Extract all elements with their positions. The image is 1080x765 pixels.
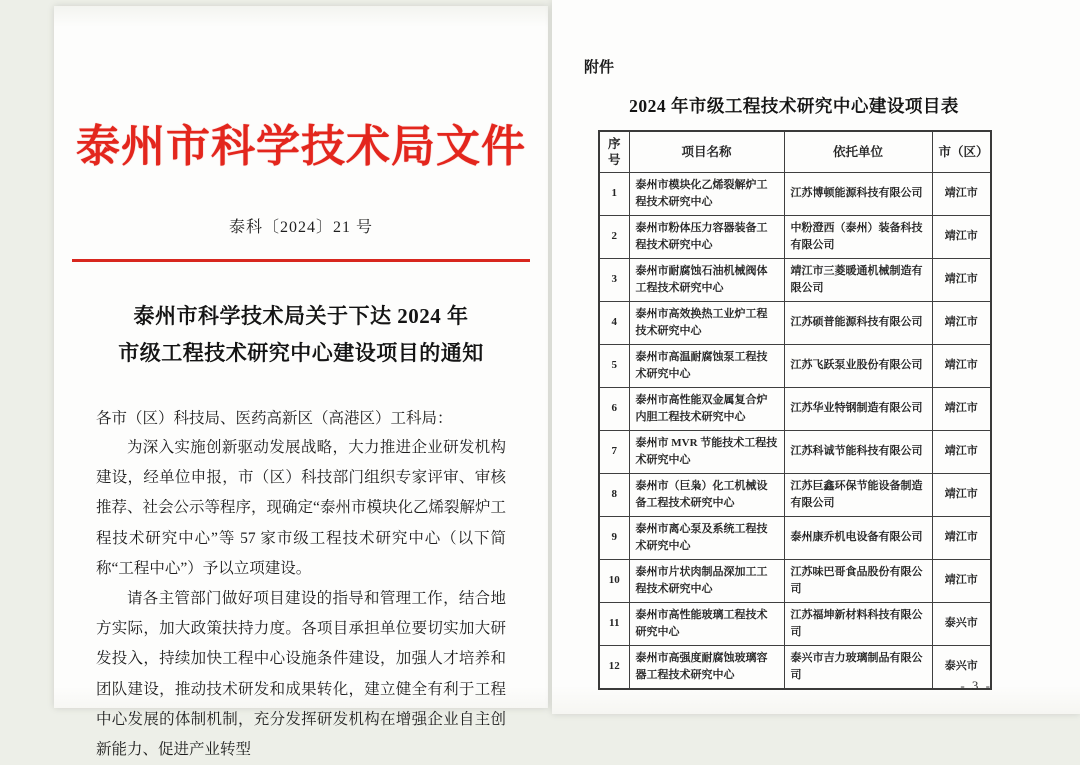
document-page-right <box>552 0 1080 714</box>
table-row <box>599 560 991 603</box>
header-project-name: 项目名称 <box>629 131 784 173</box>
table-cell-supporting-unit: 江苏博顿能源科技有限公司 <box>784 173 932 216</box>
table-cell-supporting-unit: 江苏华业特钢制造有限公司 <box>784 388 932 431</box>
table-cell-city: 靖江市 <box>932 345 991 388</box>
attachment-label: 附件 <box>584 56 1080 77</box>
table-cell-seq: 2 <box>599 216 629 259</box>
notice-body <box>96 404 506 765</box>
table-cell-project-name: 泰州市耐腐蚀石油机械阀体工程技术研究中心 <box>629 259 784 302</box>
table-cell-city: 靖江市 <box>932 431 991 474</box>
table-row <box>599 302 991 345</box>
table-cell-project-name: 泰州市离心泵及系统工程技术研究中心 <box>629 517 784 560</box>
salutation-line: 各市（区）科技局、医药高新区（高港区）工科局： <box>96 404 506 433</box>
table-cell-supporting-unit: 江苏科诚节能科技有限公司 <box>784 431 932 474</box>
table-cell-seq: 11 <box>599 603 629 646</box>
table-cell-seq: 5 <box>599 345 629 388</box>
document-page-left <box>54 6 548 708</box>
table-cell-seq: 12 <box>599 646 629 690</box>
table-cell-supporting-unit: 泰州康乔机电设备有限公司 <box>784 517 932 560</box>
table-cell-supporting-unit: 江苏福坤新材料科技有限公司 <box>784 603 932 646</box>
table-cell-project-name: 泰州市片状肉制品深加工工程技术研究中心 <box>629 560 784 603</box>
table-cell-project-name: 泰州市高温耐腐蚀泵工程技术研究中心 <box>629 345 784 388</box>
table-row <box>599 603 991 646</box>
table-cell-project-name: 泰州市（巨枭）化工机械设备工程技术研究中心 <box>629 474 784 517</box>
document-number: 泰科〔2024〕21 号 <box>54 214 548 237</box>
table-cell-city: 靖江市 <box>932 216 991 259</box>
table-row <box>599 517 991 560</box>
table-row <box>599 431 991 474</box>
body-paragraph-2: 请各主管部门做好项目建设的指导和管理工作，结合地方实际，加大政策扶持力度。各项目承担单位要切实加大研发投入，持续加快工程中心设施条件建设，加强人才培养和团队建设，推动技术研发和成果转化，建立健全有利于工程中心发展的体制机制，充分发挥研发机构在增强企业自主创新能力、促进产业转型 <box>96 584 506 765</box>
table-cell-city: 泰兴市 <box>932 646 991 690</box>
table-cell-city: 泰兴市 <box>932 603 991 646</box>
table-cell-project-name: 泰州市高效换热工业炉工程技术研究中心 <box>629 302 784 345</box>
table-row <box>599 259 991 302</box>
table-row <box>599 173 991 216</box>
project-table-body <box>599 173 991 690</box>
table-cell-supporting-unit: 中粉澄西（泰州）装备科技有限公司 <box>784 216 932 259</box>
table-row <box>599 345 991 388</box>
header-seq: 序号 <box>599 131 629 173</box>
table-cell-supporting-unit: 泰兴市吉力玻璃制品有限公司 <box>784 646 932 690</box>
table-cell-seq: 1 <box>599 173 629 216</box>
project-table-header <box>599 131 991 173</box>
table-cell-city: 靖江市 <box>932 388 991 431</box>
table-cell-project-name: 泰州市高强度耐腐蚀玻璃容器工程技术研究中心 <box>629 646 784 690</box>
table-cell-city: 靖江市 <box>932 517 991 560</box>
table-title: 2024 年市级工程技术研究中心建设项目表 <box>598 93 990 118</box>
table-cell-seq: 8 <box>599 474 629 517</box>
table-cell-supporting-unit: 江苏硕普能源科技有限公司 <box>784 302 932 345</box>
table-row <box>599 388 991 431</box>
table-cell-seq: 10 <box>599 560 629 603</box>
table-cell-project-name: 泰州市 MVR 节能技术工程技术研究中心 <box>629 431 784 474</box>
table-cell-seq: 6 <box>599 388 629 431</box>
table-row <box>599 474 991 517</box>
table-cell-project-name: 泰州市粉体压力容器装备工程技术研究中心 <box>629 216 784 259</box>
table-cell-city: 靖江市 <box>932 474 991 517</box>
notice-title-line1: 泰州市科学技术局关于下达 2024 年 <box>54 298 548 335</box>
table-cell-supporting-unit: 江苏巨鑫环保节能设备制造有限公司 <box>784 474 932 517</box>
table-cell-project-name: 泰州市高性能双金属复合炉内胆工程技术研究中心 <box>629 388 784 431</box>
table-cell-seq: 7 <box>599 431 629 474</box>
body-paragraph-1: 为深入实施创新驱动发展战略，大力推进企业研发机构建设，经单位申报，市（区）科技部门组织专家评审、审核推荐、社会公示等程序，现确定“泰州市模块化乙烯裂解炉工程技术研究中心”等 57 家市级工程技术研究中心（以下简称“工程中心”）予以立项建设。 <box>96 433 506 584</box>
table-row <box>599 646 991 690</box>
bureau-letterhead-title: 泰州市科学技术局文件 <box>54 110 548 174</box>
header-supporting-unit: 依托单位 <box>784 131 932 173</box>
table-cell-seq: 9 <box>599 517 629 560</box>
table-cell-city: 靖江市 <box>932 302 991 345</box>
table-cell-city: 靖江市 <box>932 560 991 603</box>
header-city-district: 市（区） <box>932 131 991 173</box>
table-cell-city: 靖江市 <box>932 259 991 302</box>
table-row <box>599 216 991 259</box>
notice-title <box>54 298 548 372</box>
notice-title-line2: 市级工程技术研究中心建设项目的通知 <box>54 335 548 372</box>
table-cell-project-name: 泰州市高性能玻璃工程技术研究中心 <box>629 603 784 646</box>
page-number: - 3 - <box>960 678 992 694</box>
table-header-row <box>599 131 991 173</box>
table-cell-supporting-unit: 江苏味巴哥食品股份有限公司 <box>784 560 932 603</box>
table-cell-seq: 4 <box>599 302 629 345</box>
table-cell-supporting-unit: 靖江市三菱暖通机械制造有限公司 <box>784 259 932 302</box>
table-cell-city: 靖江市 <box>932 173 991 216</box>
table-cell-seq: 3 <box>599 259 629 302</box>
table-cell-project-name: 泰州市模块化乙烯裂解炉工程技术研究中心 <box>629 173 784 216</box>
red-divider-rule <box>72 259 530 262</box>
project-table <box>598 130 992 690</box>
table-cell-supporting-unit: 江苏飞跃泵业股份有限公司 <box>784 345 932 388</box>
